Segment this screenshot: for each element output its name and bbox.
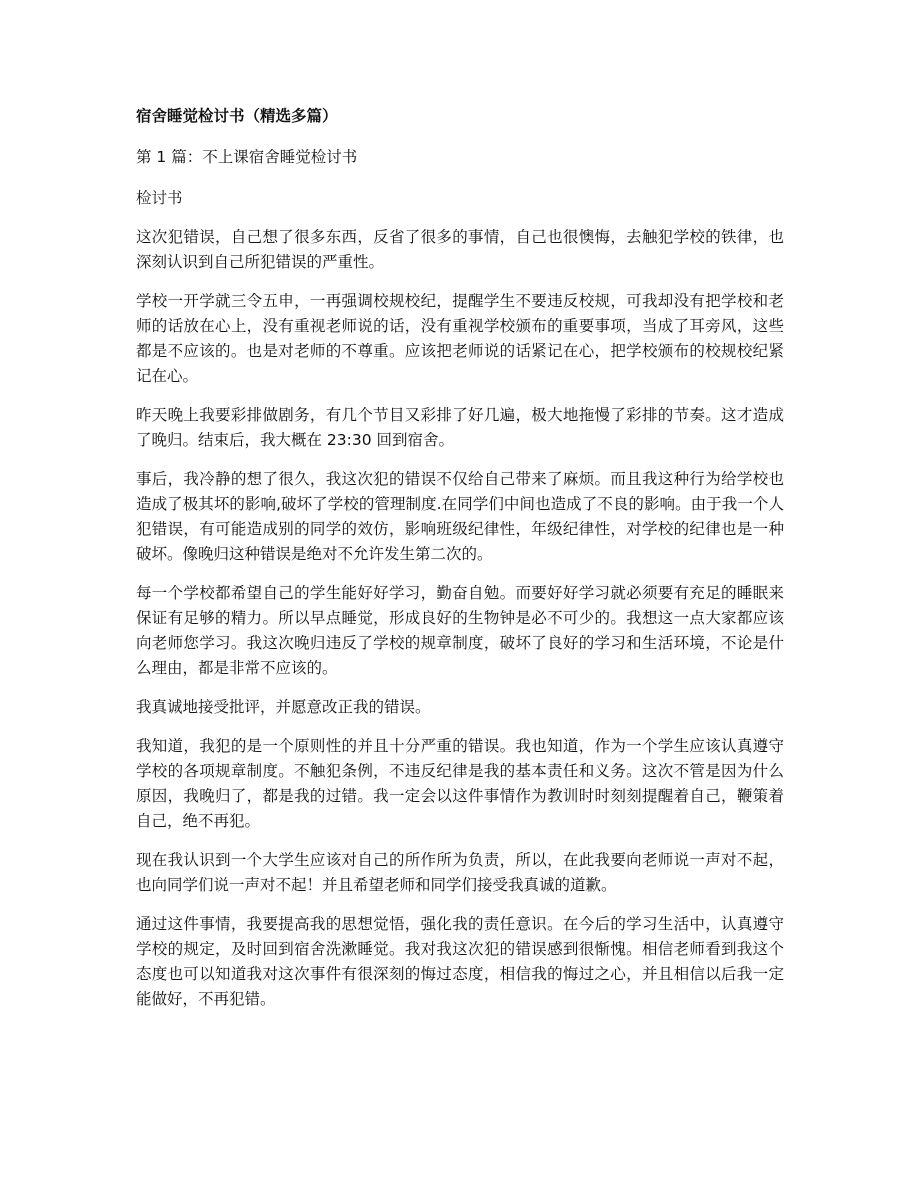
paragraph: 学校一开学就三令五申，一再强调校规校纪，提醒学生不要违反校规，可我却没有把学校和老师的话放在心上，没有重视老师说的话，没有重视学校颁布的重要事项，当成了耳旁风，这些都是不应该的。也是对老师的不尊重。应该把老师说的话紧记在心，把学校颁布的校规校纪紧记在心。 xyxy=(136,292,784,385)
paragraph: 事后，我冷静的想了很久，我这次犯的错误不仅给自己带来了麻烦。而且我这种行为给学校也造成了极其坏的影响,破坏了学校的管理制度.在同学们中间也造成了不良的影响。由于我一个人犯错误，有可能造成别的同学的效仿，影响班级纪律性，年级纪律性，对学校的纪律也是一种破坏。像晚归这种错误是绝对不允许发生第二次的。 xyxy=(136,470,784,563)
paragraph: 我知道，我犯的是一个原则性的并且十分严重的错误。我也知道，作为一个学生应该认真遵守学校的各项规章制度。不触犯条例，不违反纪律是我的基本责任和义务。这次不管是因为什么原因，我晚归了，都是我的过错。我一定会以这件事情作为教训时时刻刻提醒着自己，鞭策着自己，绝不再犯。 xyxy=(136,737,784,830)
paragraph: 我真诚地接受批评，并愿意改正我的错误。 xyxy=(136,698,431,716)
paragraph: 每一个学校都希望自己的学生能好好学习，勤奋自勉。而要好好学习就必须要有充足的睡眠来保证有足够的精力。所以早点睡觉，形成良好的生物钟是必不可少的。我想这一点大家都应该向老师您学习。我这次晚归违反了学校的规章制度，破坏了良好的学习和生活环境，不论是什么理由，都是非常不应该的。 xyxy=(136,584,784,677)
chapter-title: 第 1 篇：不上课宿舍睡觉检讨书 xyxy=(136,148,358,166)
paragraph: 这次犯错误，自己想了很多东西，反省了很多的事情，自己也很懊悔，去触犯学校的铁律，也深刻认识到自己所犯错误的严重性。 xyxy=(136,228,784,271)
paragraph: 昨天晚上我要彩排做剧务，有几个节目又彩排了好几遍，极大地拖慢了彩排的节奏。这才造成了晚归。结束后，我大概在 23:30 回到宿舍。 xyxy=(136,406,784,449)
paragraph: 通过这件事情，我要提高我的思想觉悟，强化我的责任意识。在今后的学习生活中，认真遵守学校的规定，及时回到宿舍洗漱睡觉。我对我这次犯的错误感到很惭愧。相信老师看到我这个态度也可以知道我对这次事件有很深刻的悔过态度，相信我的悔过之心，并且相信以后我一定能做好，不再犯错。 xyxy=(136,915,784,1008)
document-title: 宿舍睡觉检讨书（精选多篇） xyxy=(136,107,338,125)
document-body xyxy=(136,104,784,1026)
section-heading: 检讨书 xyxy=(136,189,183,207)
paragraph: 现在我认识到一个大学生应该对自己的所作所为负责，所以，在此我要向老师说一声对不起，也向同学们说一声对不起！并且希望老师和同学们接受我真诚的道歉。 xyxy=(136,851,784,894)
